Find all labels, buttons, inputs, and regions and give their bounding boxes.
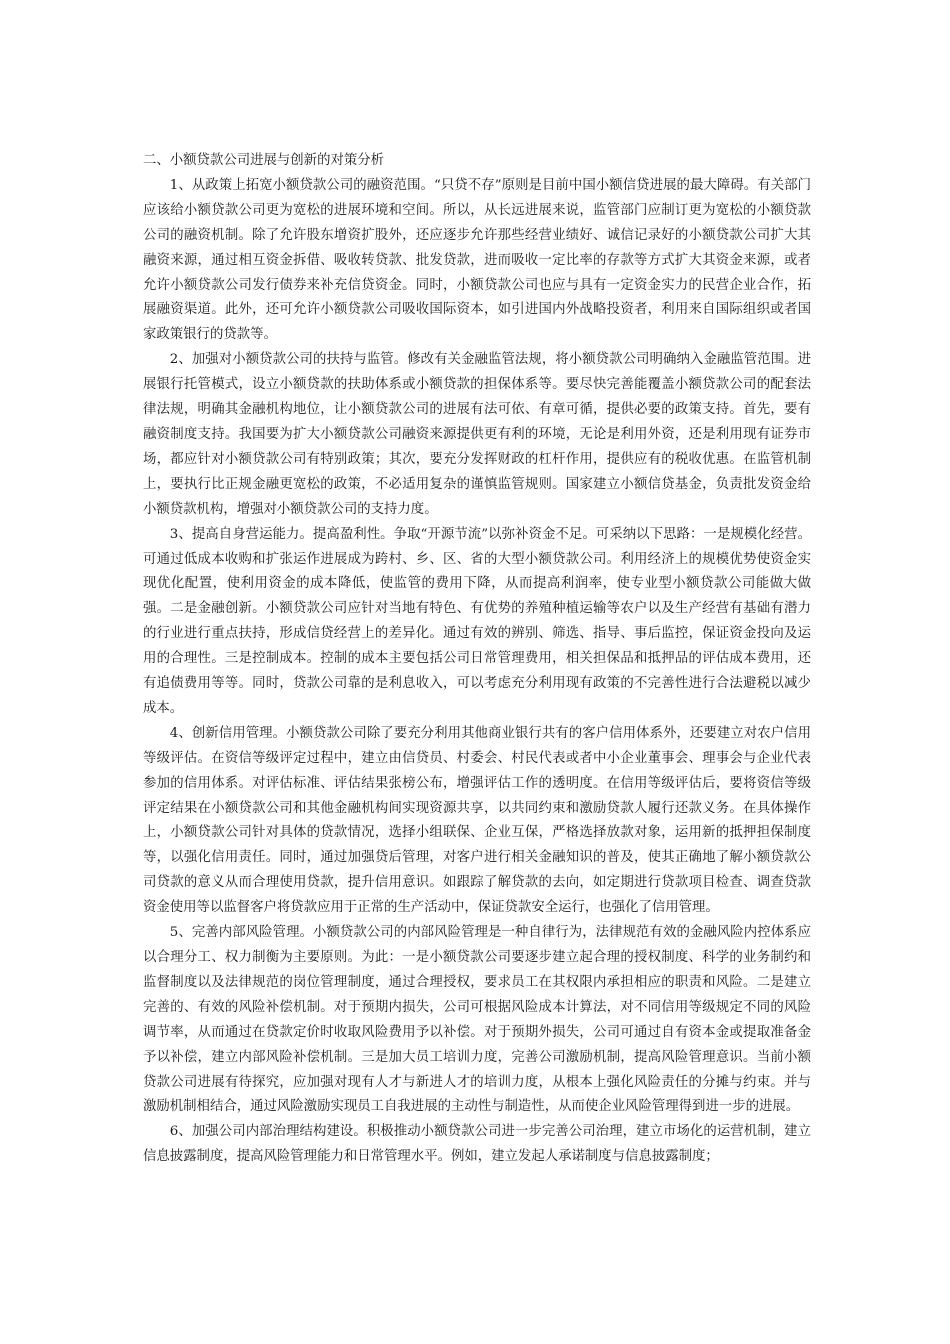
document-body [143,149,811,1170]
section-heading: 二、小额贷款公司进展与创新的对策分析 [143,153,385,168]
paragraph-2: 2、加强对小额贷款公司的扶持与监管。修改有关金融监管法规，将小额贷款公司明确纳入金融监管范围。进展银行托管模式，设立小额贷款的扶助体系或小额贷款的担保体系等。要尽快完善能覆盖小额贷款公司的配套法律法规，明确其金融机构地位，让小额贷款公司的进展有法可依、有章可循，提供必要的政策支持。首先，要有融资制度支持。我国要为扩大小额贷款公司融资来源提供更有利的环境，无论是利用外资，还是利用现有证券市场，都应针对小额贷款公司有特别政策；其次，要充分发挥财政的杠杆作用，提供应有的税收优惠。在监管机制上，要执行比正规金融更宽松的政策，不必适用复杂的谨慎监管规则。国家建立小额信贷基金，负责批发资金给小额贷款机构，增强对小额贷款公司的支持力度。 [143,352,811,517]
paragraph-4: 4、创新信用管理。小额贷款公司除了要充分利用其他商业银行共有的客户信用体系外，还要建立对农户信用等级评估。在资信等级评定过程中，建立由信贷员、村委会、村民代表或者中小企业董事会、理事会与企业代表参加的信用体系。对评估标准、评估结果张榜公布，增强评估工作的透明度。在信用等级评估后，要将资信等级评定结果在小额贷款公司和其他金融机构间实现资源共享，以共同约束和激励贷款人履行还款义务。在具体操作上，小额贷款公司针对具体的贷款情况，选择小组联保、企业互保，严格选择放款对象，运用新的抵押担保制度等，以强化信用责任。同时，通过加强贷后管理，对客户进行相关金融知识的普及，使其正确地了解小额贷款公司贷款的意义从而合理使用贷款，提升信用意识。如跟踪了解贷款的去向，如定期进行贷款项目检查、调查贷款资金使用等以监督客户将贷款应用于正常的生产活动中，保证贷款安全运行，也强化了信用管理。 [143,725,811,916]
paragraph-5: 5、完善内部风险管理。小额贷款公司的内部风险管理是一种自律行为，法律规范有效的金融风险内控体系应以合理分工、权力制衡为主要原则。为此：一是小额贷款公司要逐步建立起合理的授权制度、科学的业务制约和监督制度以及法律规范的岗位管理制度，通过合理授权，要求员工在其权限内承担相应的职责和风险。二是建立完善的、有效的风险补偿机制。对于预期内损失，公司可根据风险成本计算法，对不同信用等级规定不同的风险调节率，从而通过在贷款定价时收取风险费用予以补偿。对于预期外损失，公司可通过自有资本金或提取准备金予以补偿，建立内部风险补偿机制。三是加大员工培训力度，完善公司激励机制，提高风险管理意识。当前小额贷款公司进展有待探究，应加强对现有人才与新进人才的培训力度，从根本上强化风险责任的分摊与约束。并与激励机制相结合，通过风险激励实现员工自我进展的主动性与制造性，从而使企业风险管理得到进一步的进展。 [143,925,811,1115]
paragraph-6: 6、加强公司内部治理结构建设。积极推动小额贷款公司进一步完善公司治理，建立市场化的运营机制，建立信息披露制度，提高风险管理能力和日常管理水平。例如，建立发起人承诺制度与信息披露制度； [143,1124,811,1165]
paragraph-1: 1、从政策上拓宽小额贷款公司的融资范围。“只贷不存”原则是目前中国小额信贷进展的最大障碍。有关部门应该给小额贷款公司更为宽松的进展环境和空间。所以，从长远进展来说，监管部门应制订更为宽松的小额贷款公司的融资机制。除了允许股东增资扩股外，还应逐步允许那些经营业绩好、诚信记录好的小额贷款公司扩大其融资来源，通过相互资金拆借、吸收转贷款、批发贷款，进而吸收一定比率的存款等方式扩大其资金来源，或者允许小额贷款公司发行债券来补充信贷资金。同时，小额贷款公司也应与具有一定资金实力的民营企业合作，拓展融资渠道。此外，还可允许小额贷款公司吸收国际资本，如引进国内外战略投资者，利用来自国际组织或者国家政策银行的贷款等。 [143,177,811,343]
paragraph-3: 3、提高自身营运能力。提高盈利性。争取“开源节流”以弥补资金不足。可采纳以下思路：一是规模化经营。可通过低成本收购和扩张运作进展成为跨村、乡、区、省的大型小额贷款公司。利用经济上的规模优势使资金实现优化配置，使利用资金的成本降低，使监管的费用下降，从而提高利润率，使专业型小额贷款公司能做大做强。二是金融创新。小额贷款公司应针对当地有特色、有优势的养殖种植运输等农户以及生产经营有基础有潜力的行业进行重点扶持，形成信贷经营上的差异化。通过有效的辨别、筛选、指导、事后监控，保证资金投向及运用的合理性。三是控制成本。控制的成本主要包括公司日常管理费用，相关担保品和抵押品的评估成本费用，还有追债费用等等。同时，贷款公司靠的是利息收入，可以考虑充分利用现有政策的不完善性进行合法避税以减少成本。 [143,526,811,716]
